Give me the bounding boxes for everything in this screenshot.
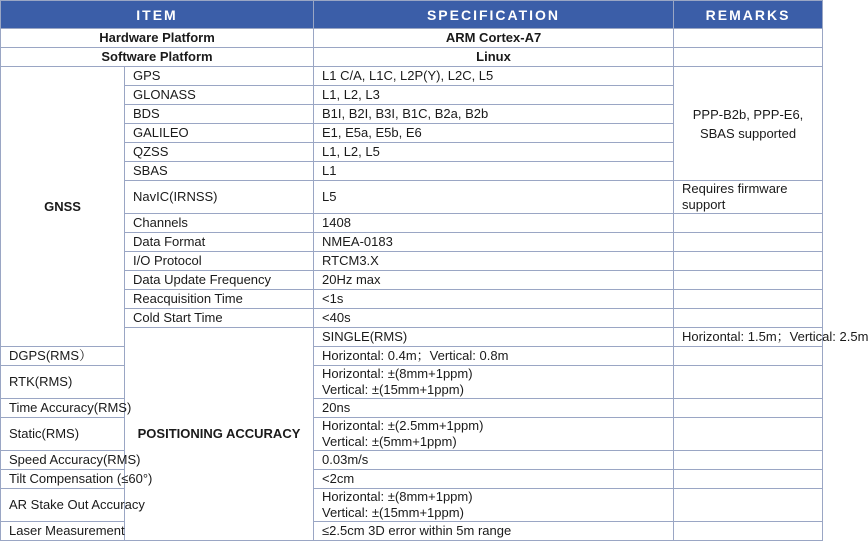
row-name: Static(RMS) <box>1 418 125 451</box>
value-line: Horizontal: ±(8mm+1ppm) <box>322 489 473 504</box>
table-row <box>1 181 823 214</box>
header-row <box>1 1 823 29</box>
table-row <box>1 67 823 86</box>
row-name: GPS <box>125 67 314 86</box>
remark-cell <box>674 347 823 366</box>
hardware-platform-value: ARM Cortex-A7 <box>314 29 674 48</box>
table-row <box>1 233 823 252</box>
row-name: Time Accuracy(RMS) <box>1 399 125 418</box>
remark-cell <box>674 271 823 290</box>
table-row <box>1 399 823 418</box>
remark-cell <box>674 451 823 470</box>
table-row <box>1 48 823 67</box>
remark-cell <box>674 470 823 489</box>
row-name: Tilt Compensation (≤60°) <box>1 470 125 489</box>
row-value: RTCM3.X <box>314 252 674 271</box>
positioning-group-label: POSITIONING ACCURACY <box>125 328 314 541</box>
table-row <box>1 309 823 328</box>
value-line: Horizontal: ±(2.5mm+1ppm) <box>322 418 484 433</box>
remark-cell <box>674 233 823 252</box>
row-name: Channels <box>125 214 314 233</box>
row-value: Horizontal: 0.4m；Vertical: 0.8m <box>314 347 674 366</box>
row-value-multiline <box>314 418 674 451</box>
row-value: NMEA-0183 <box>314 233 674 252</box>
row-value: L5 <box>314 181 674 214</box>
row-name: Data Update Frequency <box>125 271 314 290</box>
header-specification: SPECIFICATION <box>314 1 674 29</box>
remark-cell <box>674 309 823 328</box>
value-line: Horizontal: ±(8mm+1ppm) <box>322 366 473 381</box>
row-name: I/O Protocol <box>125 252 314 271</box>
value-line: Vertical: ±(5mm+1ppm) <box>322 434 457 449</box>
row-value: L1, L2, L3 <box>314 86 674 105</box>
gnss-group-label: GNSS <box>1 67 125 347</box>
table-row <box>1 347 823 366</box>
row-value: E1, E5a, E5b, E6 <box>314 124 674 143</box>
row-name: QZSS <box>125 143 314 162</box>
software-platform-label: Software Platform <box>1 48 314 67</box>
row-value: Horizontal: 1.5m；Vertical: 2.5m <box>674 328 823 347</box>
table-row <box>1 271 823 290</box>
row-value: L1 C/A, L1C, L2P(Y), L2C, L5 <box>314 67 674 86</box>
row-name: Cold Start Time <box>125 309 314 328</box>
table-row <box>1 328 823 347</box>
row-value: 20ns <box>314 399 674 418</box>
row-value: L1 <box>314 162 674 181</box>
table-row <box>1 451 823 470</box>
row-value: <1s <box>314 290 674 309</box>
row-name: DGPS(RMS） <box>1 347 125 366</box>
remark-cell <box>674 418 823 451</box>
row-name: BDS <box>125 105 314 124</box>
row-value-multiline <box>314 489 674 522</box>
remark-cell <box>674 29 823 48</box>
hardware-platform-label: Hardware Platform <box>1 29 314 48</box>
remark-navic: Requires firmware support <box>674 181 823 214</box>
row-name: GALILEO <box>125 124 314 143</box>
row-name: Reacquisition Time <box>125 290 314 309</box>
row-name: GLONASS <box>125 86 314 105</box>
row-value: 1408 <box>314 214 674 233</box>
table-row <box>1 489 823 522</box>
remark-cell <box>674 399 823 418</box>
row-value: <2cm <box>314 470 674 489</box>
row-name: SINGLE(RMS) <box>314 328 674 347</box>
row-value: 0.03m/s <box>314 451 674 470</box>
row-name: AR Stake Out Accuracy <box>1 489 125 522</box>
remark-cell <box>674 290 823 309</box>
table-row <box>1 522 823 541</box>
value-line: Vertical: ±(15mm+1ppm) <box>322 382 464 397</box>
table-row <box>1 29 823 48</box>
row-value: L1, L2, L5 <box>314 143 674 162</box>
row-name: Data Format <box>125 233 314 252</box>
remark-ppp: PPP-B2b, PPP-E6, SBAS supported <box>674 67 823 181</box>
table-row <box>1 366 823 399</box>
remark-cell <box>674 489 823 522</box>
table-row <box>1 214 823 233</box>
remark-cell <box>674 522 823 541</box>
row-name: Laser Measurement <box>1 522 125 541</box>
table-row <box>1 290 823 309</box>
row-value: ≤2.5cm 3D error within 5m range <box>314 522 674 541</box>
value-line: Vertical: ±(15mm+1ppm) <box>322 505 464 520</box>
header-remarks: REMARKS <box>674 1 823 29</box>
row-name: RTK(RMS) <box>1 366 125 399</box>
row-name: NavIC(IRNSS) <box>125 181 314 214</box>
software-platform-value: Linux <box>314 48 674 67</box>
row-value: 20Hz max <box>314 271 674 290</box>
row-name: SBAS <box>125 162 314 181</box>
remark-cell <box>674 252 823 271</box>
row-value-multiline <box>314 366 674 399</box>
remark-cell <box>674 214 823 233</box>
table-row <box>1 252 823 271</box>
remark-cell <box>674 366 823 399</box>
header-item: ITEM <box>1 1 314 29</box>
row-value: <40s <box>314 309 674 328</box>
row-value: B1I, B2I, B3I, B1C, B2a, B2b <box>314 105 674 124</box>
table-row <box>1 418 823 451</box>
remark-cell <box>674 48 823 67</box>
row-name: Speed Accuracy(RMS) <box>1 451 125 470</box>
table-row <box>1 470 823 489</box>
